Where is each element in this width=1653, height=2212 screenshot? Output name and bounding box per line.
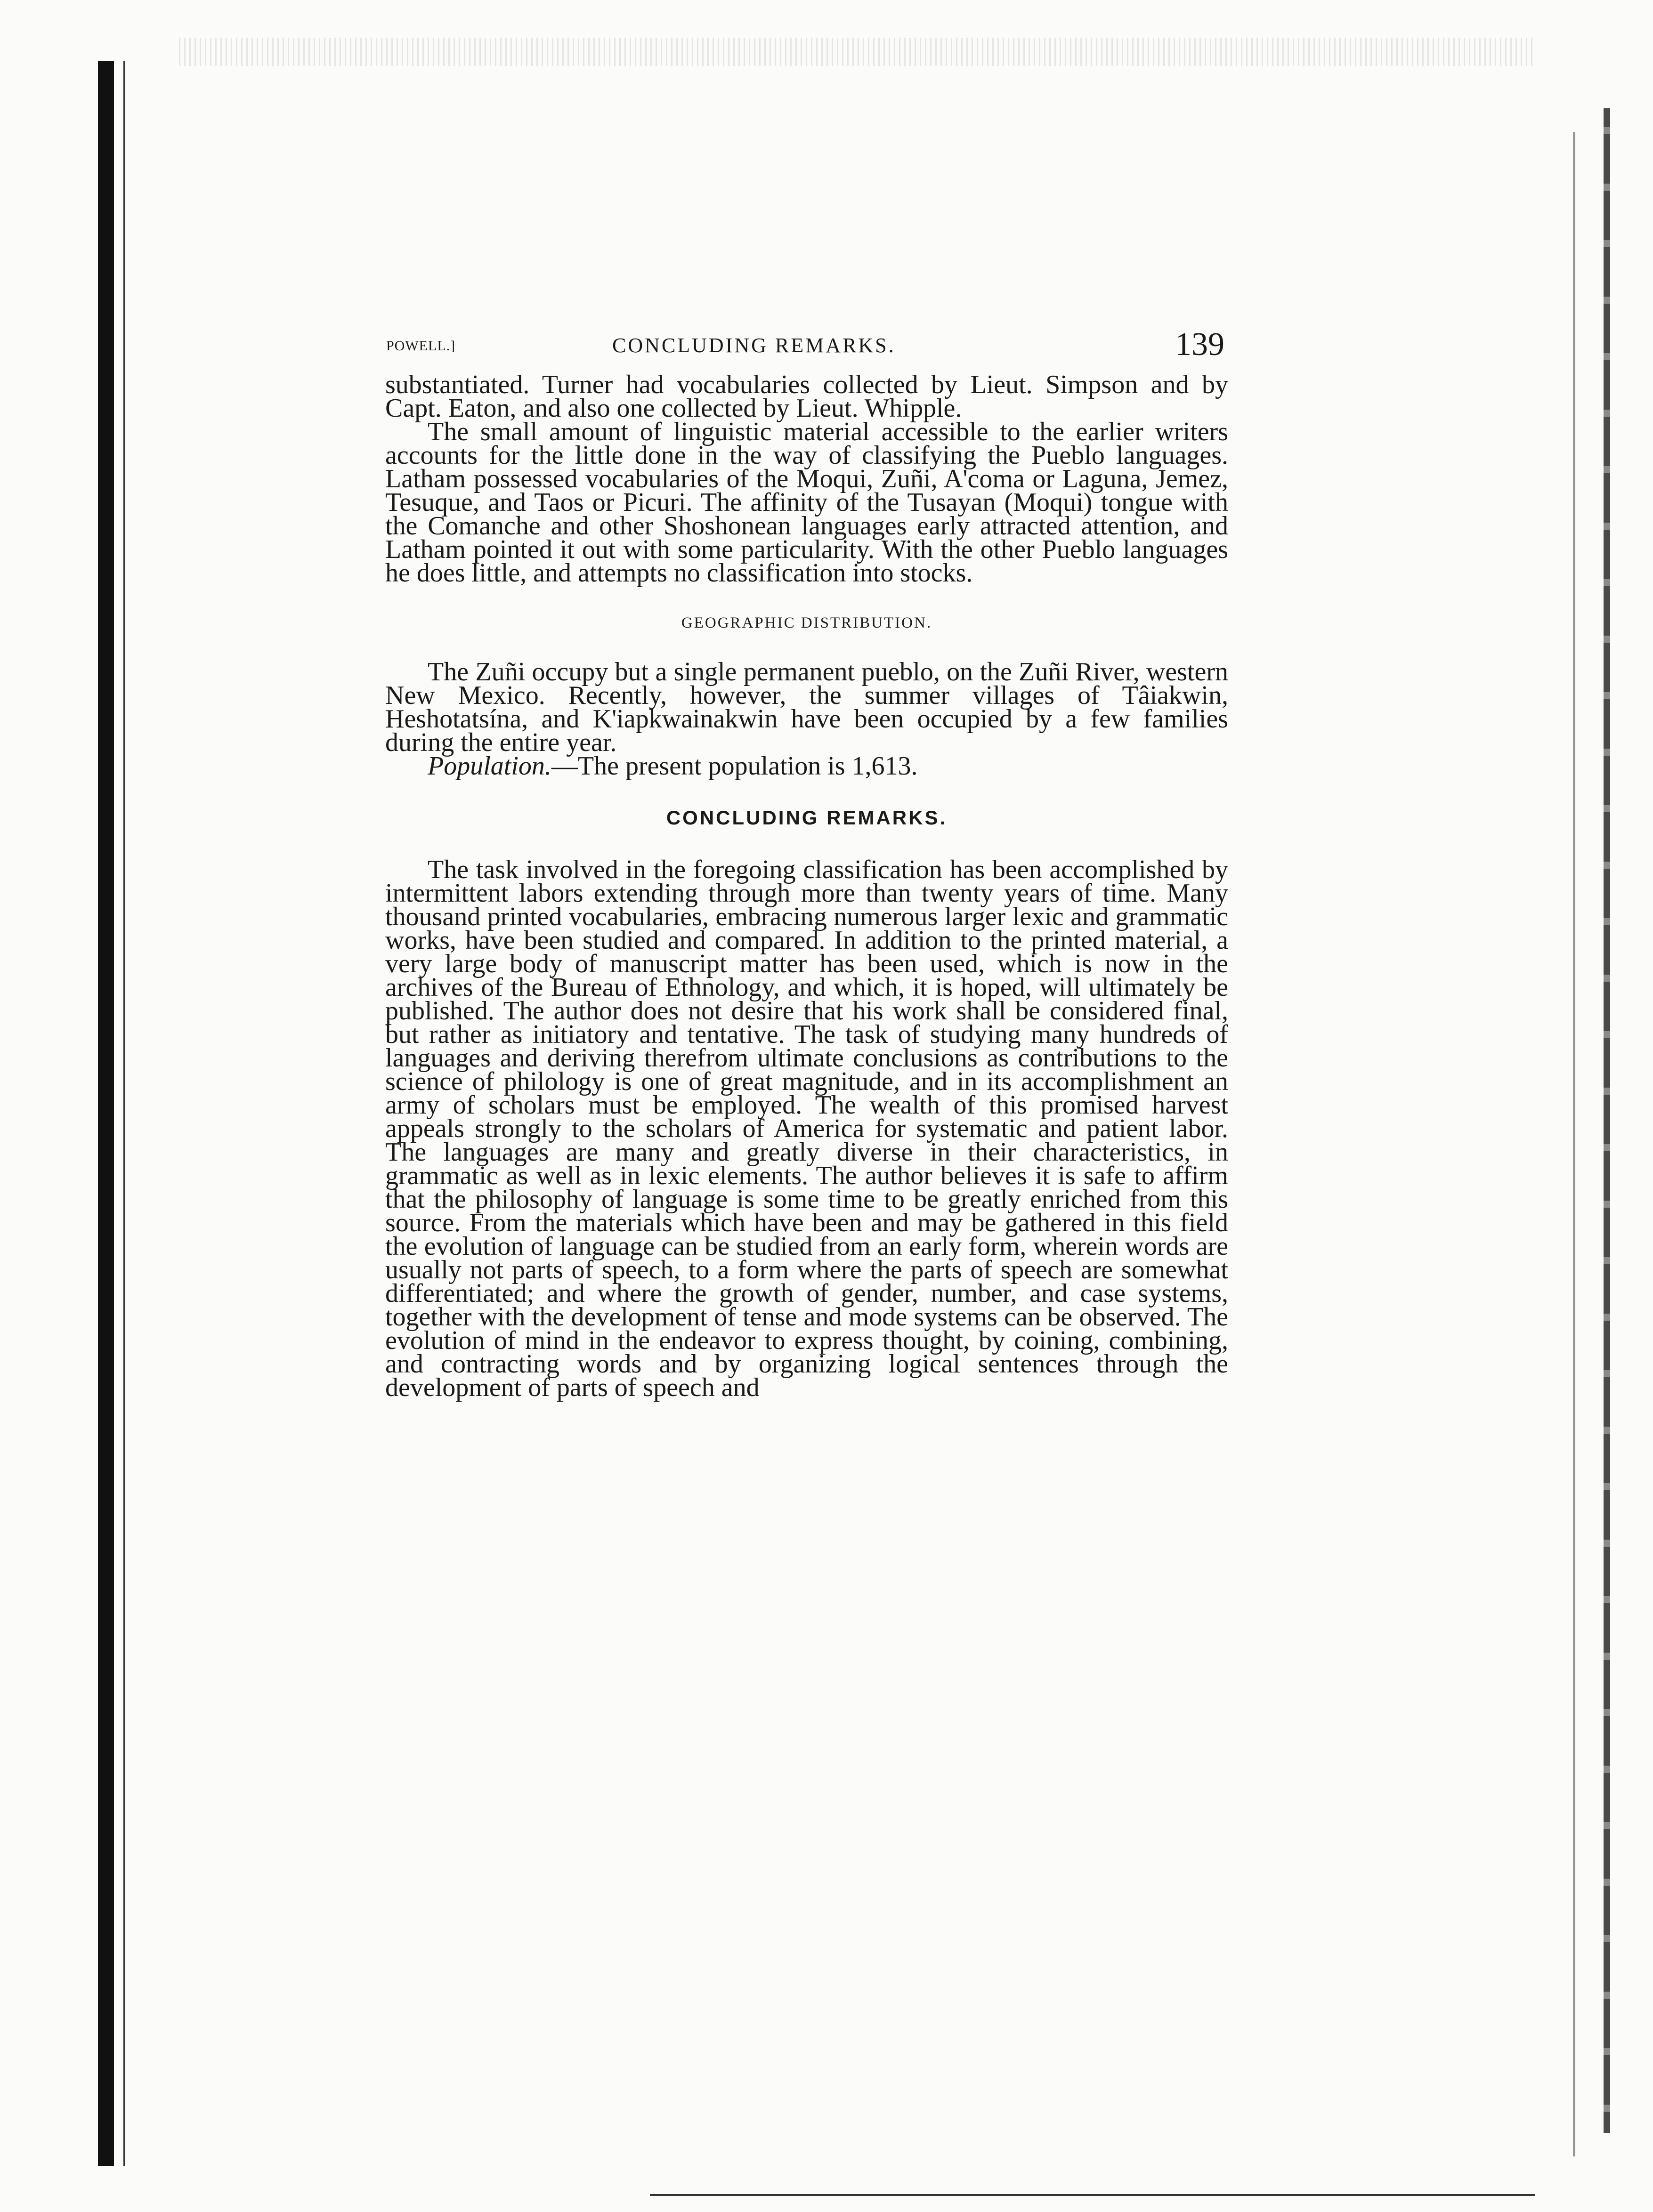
page-number: 139 (1175, 326, 1224, 363)
paragraph-zuni-distribution: The Zuñi occupy but a single permanent pueblo, on the Zuñi River, western New Mexico. Recently, however, the summer villages of Tâiakwin, Heshotatsína, and K'iapkwainakwin have been occupied by a few families during the entire year. (385, 657, 1228, 757)
running-title: CONCLUDING REMARKS. (612, 334, 896, 357)
scan-left-binding-shadow (98, 61, 114, 2166)
scan-bottom-edge-line (650, 2194, 1535, 2196)
paragraph-concluding: The task involved in the foregoing classification has been accomplished by intermittent labors extending through more than twenty years of time. Many thousand printed vocabularies, embracing numerous larger lexic and grammatic works, have been studied and compared. In addition to the printed material, a very large body of manuscript matter has been used, which is now in the archives of the Bureau of Ethnology, and which, it is hoped, will ultimately be published. The author does not desire that his work shall be considered final, but rather as initiatory and tentative. The task of studying many hundreds of languages and deriving therefrom ultimate conclusions as contributions to the science of philology is one of great magnitude, and in its accomplishment an army of scholars must be employed. The wealth of this promised harvest appeals strongly to the scholars of America for systematic and patient labor. The languages are many and greatly diverse in their characteristics, in grammatic as well as in lexic elements. The author believes it is safe to affirm that the philosophy of language is some time to be greatly enriched from this source. From the materials which have been and may be gathered in this field the evolution of language can be studied from an early form, wherein words are usually not parts of speech, to a form where the parts of speech are somewhat differentiated; and where the growth of gender, number, and case systems, together with the development of tense and mode systems can be observed. The evolution of mind in the endeavor to express thought, by coining, combining, and contracting words and by organizing logical sentences through the development of parts of speech and (385, 855, 1228, 1402)
running-author: POWELL.] (386, 338, 456, 354)
paragraph-earlier-writers: The small amount of linguistic material accessible to the earlier writers accounts for the little done in the way of classifying the Pueblo languages. Latham possessed vocabularies of the Moqui, Zuñi, A'coma or Laguna, Jemez, Tesuque, and Taos or Picuri. The affinity of the Tusayan (Moqui) tongue with the Comanche and other Shoshonean languages early attracted attention, and Latham pointed it out with some particularity. With the other Pueblo languages he does little, and attempts no classification into stocks. (385, 417, 1228, 588)
paragraph-continuation: substantiated. Turner had vocabularies collected by Lieut. Simpson and by Capt. Eaton, and also one collected by Lieut. Whipple. (385, 370, 1228, 423)
page-body (385, 370, 1228, 1402)
running-header (386, 326, 1224, 363)
population-text: —The present population is 1,613. (551, 751, 918, 781)
heading-concluding-remarks: CONCLUDING REMARKS. (666, 807, 948, 829)
paragraph-population (385, 751, 1228, 781)
heading-geographic-distribution: GEOGRAPHIC DISTRIBUTION. (681, 614, 932, 631)
scan-right-edge-shadow (1604, 108, 1610, 2133)
population-label: Population. (428, 751, 551, 781)
scan-noise-top (179, 38, 1535, 66)
scan-right-edge-line (1573, 132, 1575, 2156)
scan-left-edge-line (123, 61, 125, 2166)
